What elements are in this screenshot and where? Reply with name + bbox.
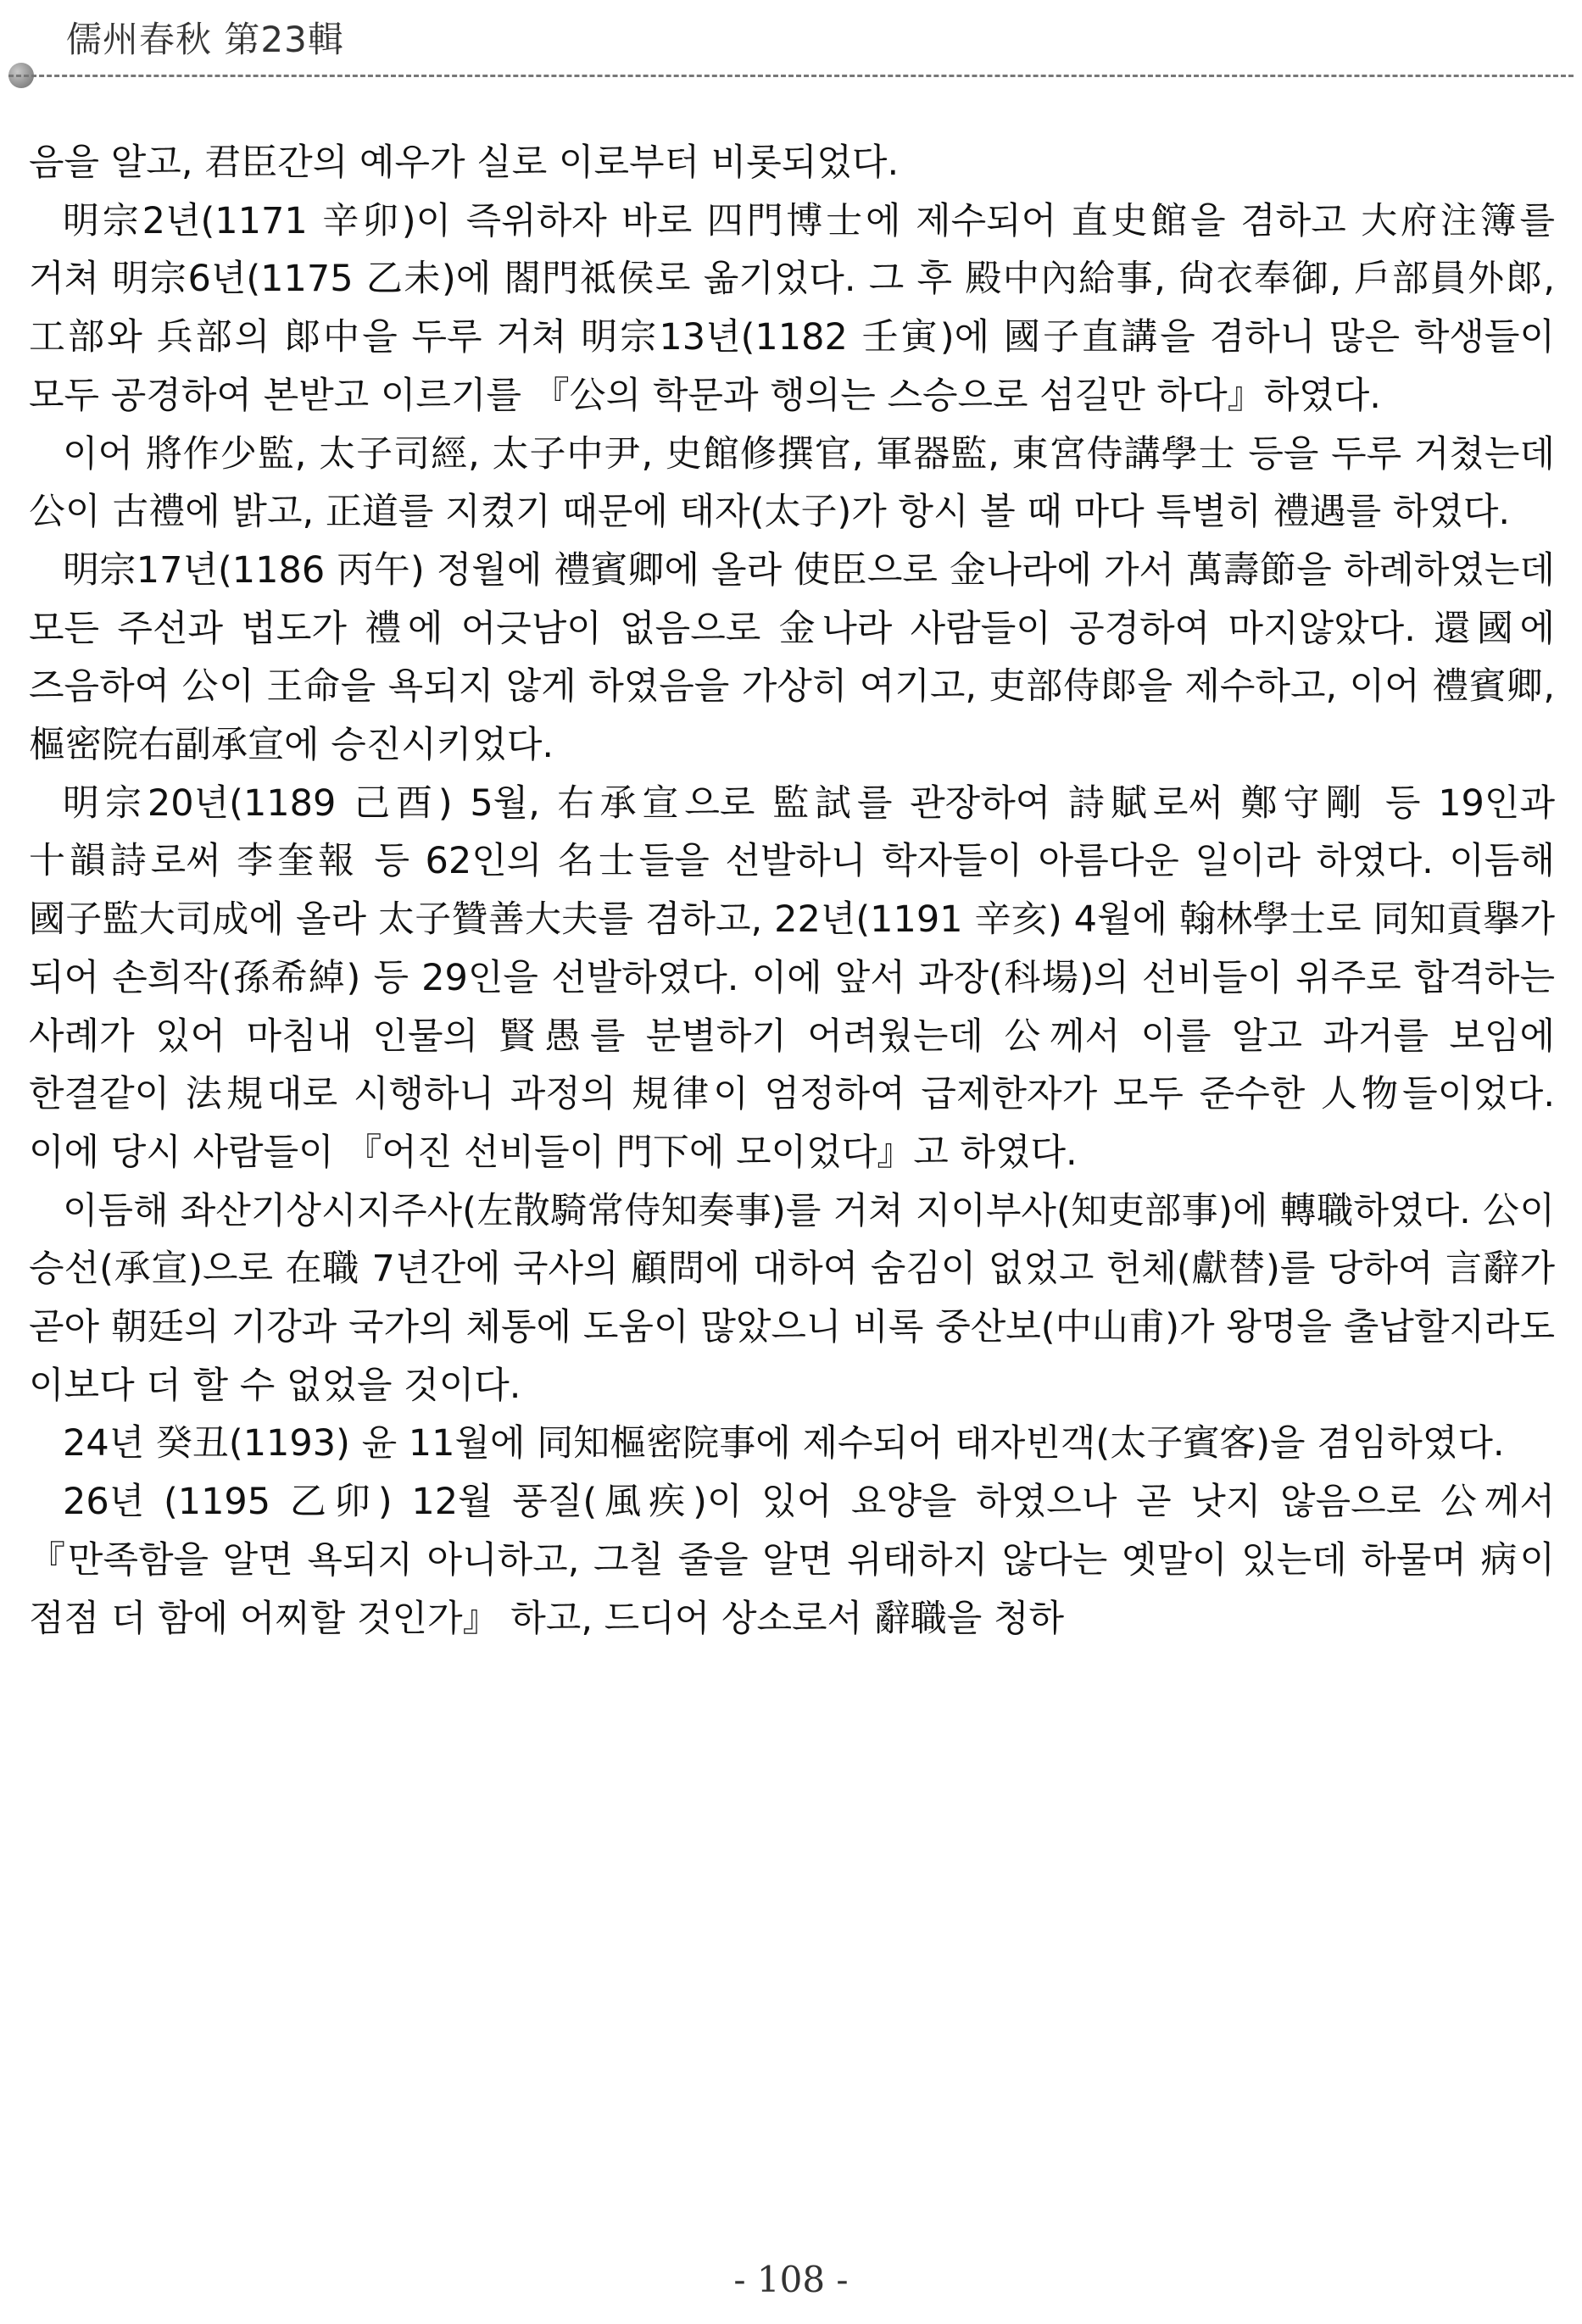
paragraph-2: 明宗2년(1171 辛卯)이 즉위하자 바로 四門博士에 제수되어 直史館을 겸하고 大府注簿를 거쳐 明宗6년(1175 乙未)에 閤門祗侯로 옮기었다. 그 후 殿中內給事, 尙衣奉御, 戶部員外郞, 工部와 兵部의 郞中을 두루 거쳐 明宗13년(1182 壬寅)에 國子直講을 겸하니 많은 학생들이 모두 공경하여 본받고 이르기를 『公의 학문과 행의는 스승으로 섬길만 하다』하였다. [29, 199, 1555, 417]
paragraph-5: 明宗20년(1189 己酉) 5월, 右承宣으로 監試를 관장하여 詩賦로써 鄭守剛 등 19인과 十韻詩로써 李奎報 등 62인의 名士들을 선발하니 학자들이 아름다운 일이라 하였다. 이듬해 國子監大司成에 올라 太子贊善大夫를 겸하고, 22년(1191 辛亥) 4월에 翰林學士로 同知貢擧가 되어 손희작(孫希綽) 등 29인을 선발하였다. 이에 앞서 과장(科場)의 선비들이 위주로 합격하는 사례가 있어 마침내 인물의 賢愚를 분별하기 어려웠는데 公께서 이를 알고 과거를 보임에 한결같이 法規대로 시행하니 과정의 規律이 엄정하여 급제한자가 모두 준수한 人物들이었다. 이에 당시 사람들이 『어진 선비들이 門下에 모이었다』고 하였다. [29, 781, 1555, 1174]
paragraph-4: 明宗17년(1186 丙午) 정월에 禮賓卿에 올라 使臣으로 金나라에 가서 萬壽節을 하례하였는데 모든 주선과 법도가 禮에 어긋남이 없음으로 金나라 사람들이 공경하여 마지않았다. 還國에 즈음하여 公이 王命을 욕되지 않게 하였음을 가상히 여기고, 吏部侍郞을 제수하고, 이어 禮賓卿, 樞密院右副承宣에 승진시키었다. [29, 548, 1555, 767]
paragraph-3: 이어 將作少監, 太子司經, 太子中尹, 史館修撰官, 軍器監, 東宮侍講學士 등을 두루 거쳤는데 公이 古禮에 밝고, 正道를 지켰기 때문에 태자(太子)가 항시 볼 때 마다 특별히 禮遇를 하였다. [29, 432, 1555, 534]
paragraph-7: 24년 癸丑(1193) 윤 11월에 同知樞密院事에 제수되어 태자빈객(太子賓客)을 겸임하였다. [63, 1422, 1505, 1465]
body-text [29, 134, 1555, 1648]
header-divider [8, 75, 1574, 77]
page-number: - 108 - [733, 2259, 849, 2300]
running-header: 儒州春秋 第23輯 [66, 19, 344, 60]
paragraph-8: 26년 (1195 乙卯) 12월 풍질(風疾)이 있어 요양을 하였으나 곧 낫지 않음으로 公께서 『만족함을 알면 욕되지 아니하고, 그칠 줄을 알면 위태하지 않다는 옛말이 있는데 하물며 病이 점점 더 함에 어찌할 것인가』 하고, 드디어 상소로서 辭職을 청하 [29, 1481, 1555, 1640]
paragraph-1: 음을 알고, 君臣간의 예우가 실로 이로부터 비롯되었다. [29, 142, 900, 184]
paragraph-6: 이듬해 좌산기상시지주사(左散騎常侍知奏事)를 거쳐 지이부사(知吏部事)에 轉職하였다. 公이 승선(承宣)으로 在職 7년간에 국사의 顧問에 대하여 숨김이 없었고 헌체(獻替)를 당하여 言辭가 곧아 朝廷의 기강과 국가의 체통에 도움이 많았으니 비록 중산보(中山甫)가 왕명을 출납할지라도 이보다 더 할 수 없었을 것이다. [29, 1189, 1555, 1407]
